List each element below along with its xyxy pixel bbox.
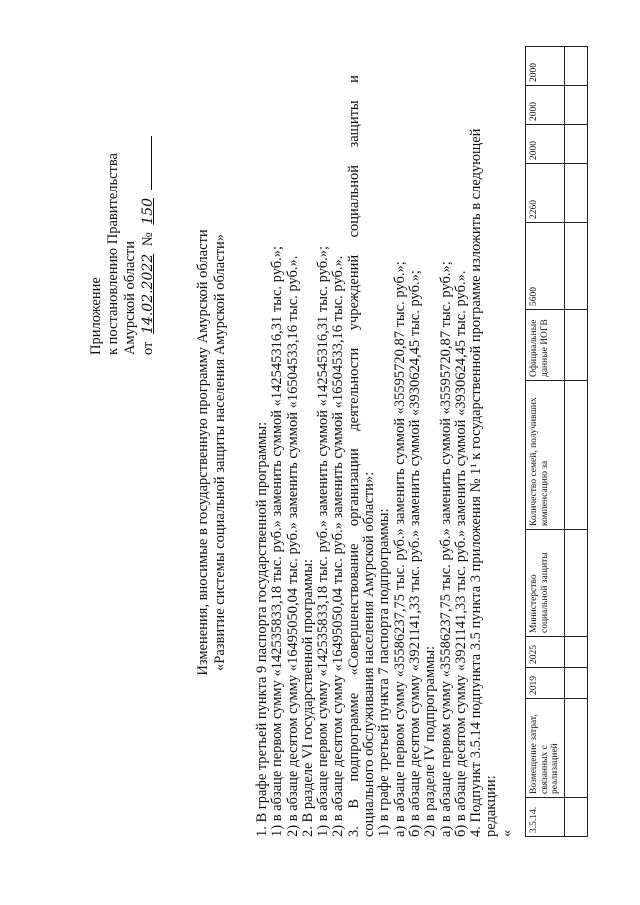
table-cell-value: 2000: [526, 125, 565, 164]
paragraph-12: 2) в разделе IV подпрограммы:: [422, 645, 439, 837]
paragraph-11: б) в абзаце десятом сумму «3921141,33 тыс. руб.» заменить суммой «3930624,45 тыс. руб.»;: [406, 270, 423, 837]
signature-blank-line: [139, 136, 152, 190]
table-cell-number: 3.5.14.: [526, 798, 565, 837]
paragraph-15: 4. Подпункт 3.5.14 подпункта 3.5 пункта 3 приложения № 1¹ к государственной программе изложить в следующей: [468, 128, 485, 837]
word: подпрограмме: [345, 692, 362, 782]
table-cell-value: 2260: [526, 164, 565, 223]
table-cell-empty: [564, 381, 587, 530]
word: 3.: [345, 826, 362, 837]
paragraph-4: 2. В разделе VI государственной программы:: [299, 559, 316, 837]
paragraph-3: 2) в абзаце десятом сумму «16495050,04 тыс. руб.» заменить суммой «16504533,16 тыс. руб.».: [284, 255, 301, 837]
table-row: [526, 47, 565, 837]
paragraph-8: социального обслуживания населения Амурской области»:: [361, 471, 378, 837]
table-cell-value: 5600: [526, 223, 565, 310]
table-cell-empty: [564, 530, 587, 637]
appendix-date-prefix: от: [140, 341, 156, 355]
table-cell-empty: [564, 86, 587, 125]
word: В: [345, 798, 362, 809]
paragraph-1: 1. В графе третьей пункта 9 паспорта государственной программы:: [254, 421, 270, 837]
handwritten-number: 150: [140, 197, 156, 225]
table-cell-value: 2000: [526, 47, 565, 86]
word: «Совершенствование: [345, 543, 362, 676]
word: деятельности: [345, 347, 362, 431]
program-table: [525, 46, 588, 837]
paragraph-7-justified: [347, 75, 362, 837]
word: и: [345, 75, 362, 83]
paragraph-2: 1) в абзаце первом сумму «142535833,18 тыс. руб.» заменить суммой «142545316,31 тыс. руб.»;: [269, 245, 286, 837]
title-line-1: Изменения, вносимые в государственную программу Амурской области: [195, 229, 211, 676]
appendix-header: [88, 136, 157, 355]
document-title: [195, 0, 229, 905]
number-sign: №: [140, 232, 156, 247]
table-cell-empty: [564, 310, 587, 381]
table-cell-executor: Министерство социальной защиты: [526, 530, 565, 637]
table-cell-empty: [564, 125, 587, 164]
title-line-2: «Развитие системы социальной защиты населения Амурской области»: [212, 234, 228, 671]
appendix-line-4: [139, 136, 157, 355]
word: защиты: [345, 100, 362, 148]
appendix-line-1: Приложение: [88, 277, 104, 355]
table-cell-source: Официальные данные ИОГВ: [526, 310, 565, 381]
paragraph-5: 1) в абзаце первом сумму «142535833,18 тыс. руб.» заменить суммой «142545316,31 тыс. руб.»;: [315, 245, 332, 837]
appendix-line-2: к постановлению Правительства: [105, 153, 121, 355]
table-cell-empty: [564, 699, 587, 798]
table-cell-empty: [564, 164, 587, 223]
paragraph-14: б) в абзаце десятом сумму «3921141,33 тыс. руб.» заменить суммой «3930624,45 тыс. руб.».: [452, 270, 469, 837]
table-cell-empty: [564, 798, 587, 837]
table-cell-empty: [564, 637, 587, 668]
table-cell-empty: [564, 223, 587, 310]
word: социальной: [345, 165, 362, 238]
appendix-line-3: Амурской области: [122, 241, 138, 355]
paragraph-10: а) в абзаце первом сумму «35586237,75 тыс. руб.» заменить суммой «35595720,87 тыс. руб.»;: [391, 261, 408, 837]
table-cell-value: 2000: [526, 86, 565, 125]
table-cell-start-year: 2019: [526, 668, 565, 699]
table-cell-empty: [564, 668, 587, 699]
table-cell-indicator: Количество семей, получивших компенсацию за: [526, 381, 565, 530]
handwritten-date: 14.02.2022: [140, 253, 156, 334]
opening-quote: «: [498, 829, 515, 837]
table-cell-end-year: 2025: [526, 637, 565, 668]
table-cell-empty: [564, 47, 587, 86]
paragraph-9: 1) в графе третьей пункта 7 паспорта подпрограммы:: [376, 508, 393, 837]
table-cell-name: Возмещение затрат, связанных с реализацией: [526, 699, 565, 798]
document-body: [255, 75, 515, 837]
word: учреждений: [345, 254, 362, 331]
word: организации: [345, 448, 362, 527]
paragraph-13: а) в абзаце первом сумму «35586237,75 тыс. руб.» заменить суммой «35595720,87 тыс. руб.»;: [437, 261, 454, 837]
paragraph-6: 2) в абзаце десятом сумму «16495050,04 тыс. руб.» заменить суммой «16504533,16 тыс. руб.».: [330, 255, 347, 837]
paragraph-16: редакции:: [483, 775, 500, 837]
table-row: [564, 47, 587, 837]
